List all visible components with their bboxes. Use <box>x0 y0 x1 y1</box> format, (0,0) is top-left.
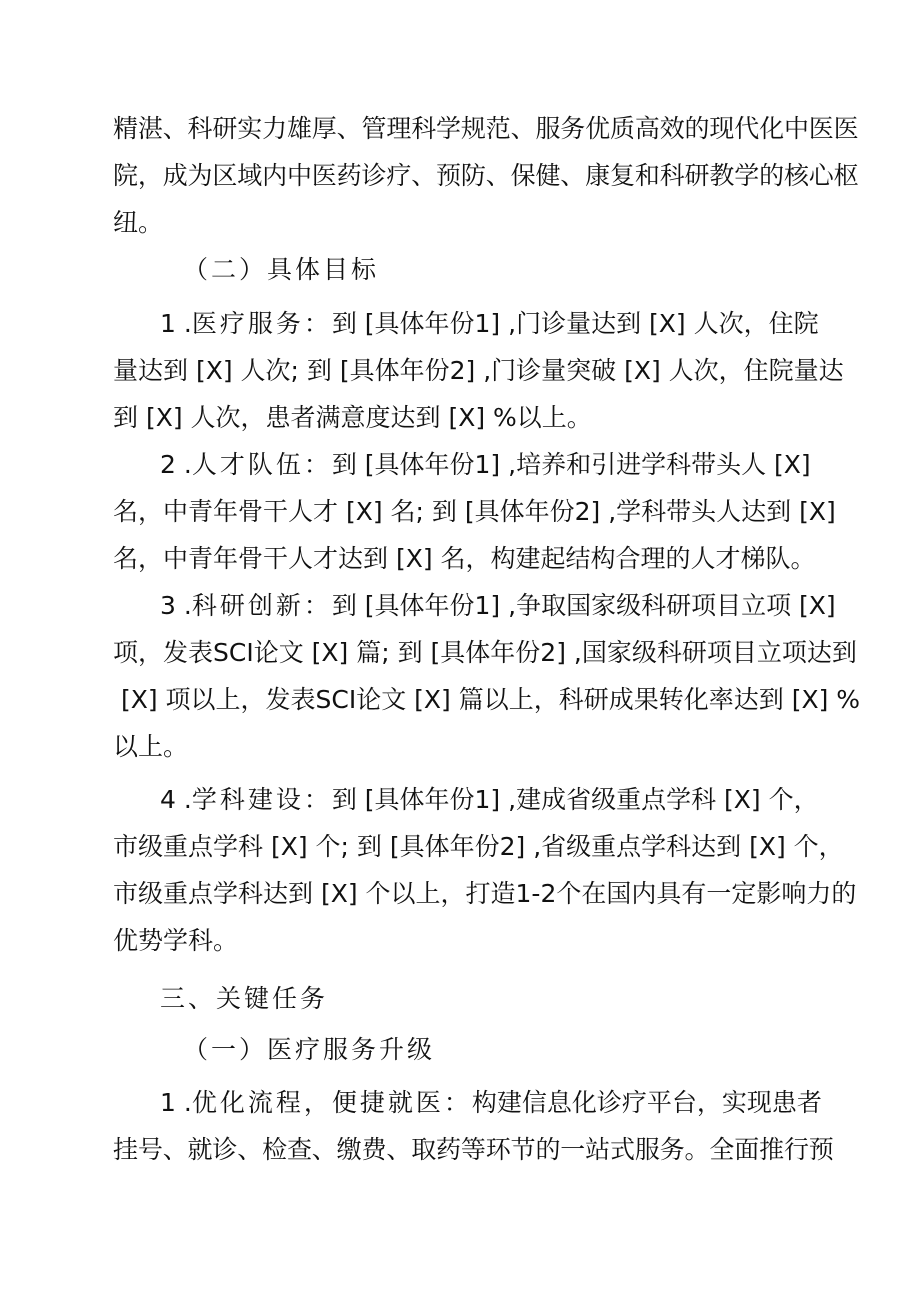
paragraph-line: 挂号、就诊、检查、缴费、取药等环节的一站式服务。全面推行预 <box>113 1135 834 1164</box>
item-text: 构建信息化诊疗平台，实现患者 <box>471 1088 822 1117</box>
subheading-medical-upgrade: （一）医疗服务升级 <box>183 1035 436 1064</box>
goal-item-medical <box>160 308 819 340</box>
paragraph-line: 院，成为区域内中医药诊疗、预防、保健、康复和科研教学的核心枢 <box>113 161 859 190</box>
goal-item-talent <box>160 449 811 481</box>
goal-item-discipline <box>160 784 819 816</box>
item-label: 学科建设： <box>191 785 332 814</box>
item-text: 到 [具体年份1] ,争取国家级科研项目立项 [X] <box>331 591 836 620</box>
item-number: 2 . <box>160 450 192 479</box>
goal-item-research <box>160 590 836 622</box>
item-label: 人才队伍： <box>191 450 332 479</box>
item-number: 1 . <box>160 309 192 338</box>
paragraph-line: 量达到 [X] 人次; 到 [具体年份2] ,门诊量突破 [X] 人次，住院量达 <box>113 356 844 385</box>
paragraph-line: 优势学科。 <box>113 926 239 955</box>
subheading-specific-goals: （二）具体目标 <box>183 255 380 284</box>
paragraph-line: 纽。 <box>113 208 164 237</box>
paragraph-line: 以上。 <box>113 732 189 761</box>
paragraph-line: 项，发表SCI论文 [X] 篇; 到 [具体年份2] ,国家级科研项目立项达到 <box>113 638 857 667</box>
paragraph-line: [X] 项以上，发表SCI论文 [X] 篇以上，科研成果转化率达到 [X] % <box>113 685 861 714</box>
item-number: 4 . <box>160 785 192 814</box>
item-label: 科研创新： <box>191 591 332 620</box>
item-number: 1 . <box>160 1088 192 1117</box>
paragraph-line: 名，中青年骨干人才 [X] 名; 到 [具体年份2] ,学科带头人达到 [X] <box>113 497 836 526</box>
paragraph-line: 市级重点学科 [X] 个; 到 [具体年份2] ,省级重点学科达到 [X] 个， <box>113 832 844 861</box>
item-label: 优化流程，便捷就医： <box>191 1088 472 1117</box>
item-text: 到 [具体年份1] ,门诊量达到 [X] 人次，住院 <box>331 309 819 338</box>
item-text: 到 [具体年份1] ,建成省级重点学科 [X] 个， <box>331 785 819 814</box>
section-heading-key-tasks: 三、关键任务 <box>160 984 329 1013</box>
item-label: 医疗服务： <box>191 309 332 338</box>
item-text: 到 [具体年份1] ,培养和引进学科带头人 [X] <box>331 450 811 479</box>
paragraph-line: 精湛、科研实力雄厚、管理科学规范、服务优质高效的现代化中医医 <box>113 114 859 143</box>
paragraph-line: 到 [X] 人次，患者满意度达到 [X] %以上。 <box>113 403 592 432</box>
item-number: 3 . <box>160 591 192 620</box>
paragraph-line: 市级重点学科达到 [X] 个以上，打造1-2个在国内具有一定影响力的 <box>113 879 857 908</box>
task-item-optimize <box>160 1087 822 1119</box>
paragraph-line: 名，中青年骨干人才达到 [X] 名，构建起结构合理的人才梯队。 <box>113 544 816 573</box>
